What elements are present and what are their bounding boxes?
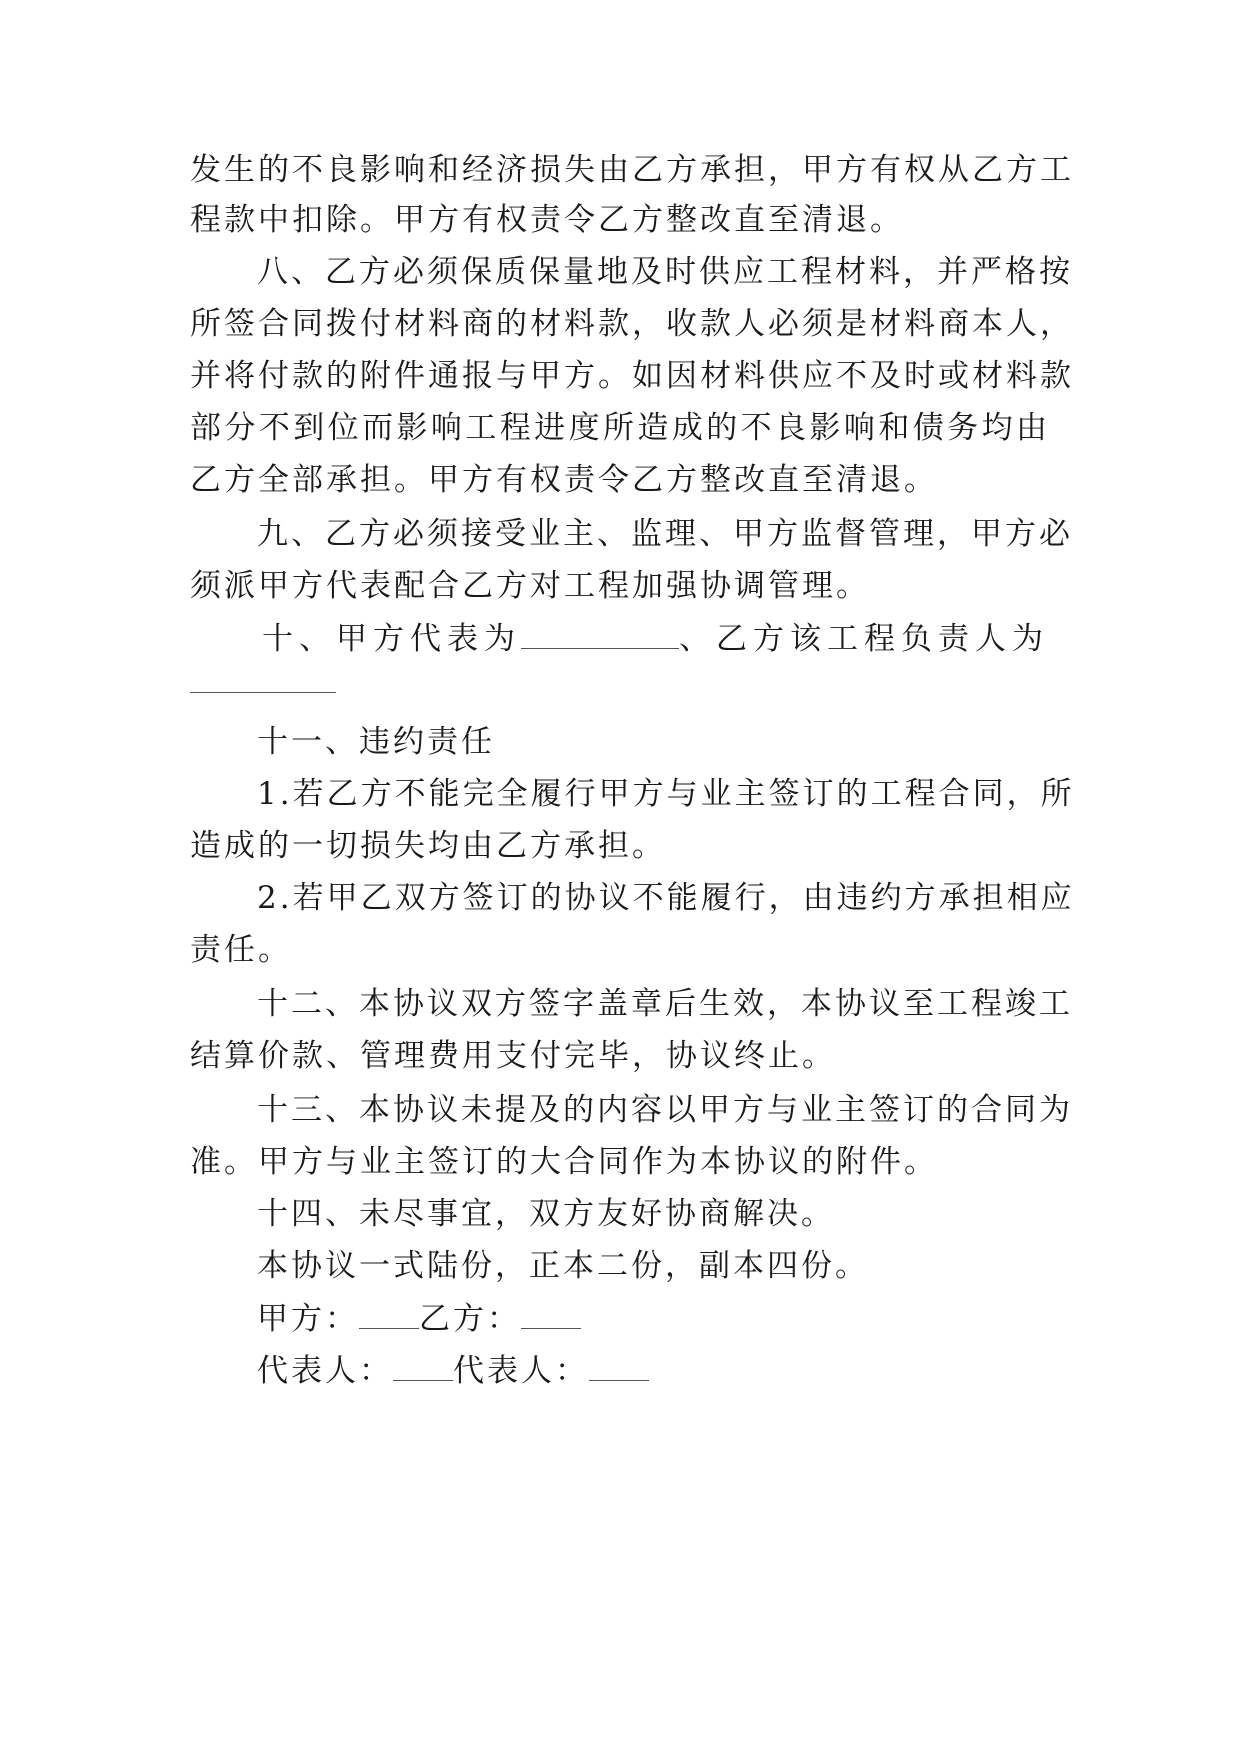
party-a-blank (359, 1298, 419, 1329)
paragraph-line: 发生的不良影响和经济损失由乙方承担，甲方有权从乙方工 (190, 152, 1074, 188)
paragraph-line: 结算价款、管理费用支付完毕，协议终止。 (190, 1038, 836, 1074)
paragraph-line: 并将付款的附件通报与甲方。如因材料供应不及时或材料款 (190, 358, 1074, 394)
item-1-line: 1.若乙方不能完全履行甲方与业主签订的工程合同，所 (257, 776, 1075, 812)
rep-a-label: 代表人： (257, 1353, 393, 1389)
clause-13-line: 十三、本协议未提及的内容以甲方与业主签订的合同为 (257, 1092, 1073, 1128)
rep-b-label: 代表人： (453, 1353, 589, 1389)
rep-blank-a (521, 618, 679, 649)
rep-label-a: 十、甲方代表为 (262, 621, 521, 657)
paragraph-line: 乙方全部承担。甲方有权责令乙方整改直至清退。 (190, 462, 938, 498)
paragraph-line: 责任。 (190, 932, 292, 968)
paragraph-line: 造成的一切损失均由乙方承担。 (190, 828, 666, 864)
rep-blank-b (190, 662, 336, 693)
party-b-blank (521, 1298, 581, 1329)
copies-line: 本协议一式陆份，正本二份，副本四份。 (257, 1248, 869, 1284)
clause-10-continued (190, 662, 1050, 702)
clause-14-line: 十四、未尽事宜，双方友好协商解决。 (257, 1196, 835, 1232)
clause-11-heading: 十一、违约责任 (257, 724, 495, 760)
rep-b-blank (589, 1350, 649, 1381)
party-a-label: 甲方： (257, 1301, 359, 1337)
rep-label-b: 、乙方该工程负责人为 (679, 621, 1049, 657)
clause-9-line: 九、乙方必须接受业主、监理、甲方监督管理，甲方必 (257, 516, 1073, 552)
paragraph-line: 程款中扣除。甲方有权责令乙方整改直至清退。 (190, 202, 904, 238)
clause-8-line: 八、乙方必须保质保量地及时供应工程材料，并严格按 (257, 254, 1073, 290)
paragraph-line: 所签合同拨付材料商的材料款，收款人必须是材料商本人， (190, 306, 1074, 342)
paragraph-line: 准。甲方与业主签订的大合同作为本协议的附件。 (190, 1144, 938, 1180)
rep-a-blank (393, 1350, 453, 1381)
paragraph-line: 须派甲方代表配合乙方对工程加强协调管理。 (190, 568, 870, 604)
paragraph-line: 部分不到位而影响工程进度所造成的不良影响和债务均由 (190, 410, 1050, 446)
party-b-label: 乙方： (419, 1301, 521, 1337)
clause-10-line (262, 618, 1050, 658)
item-2-line: 2.若甲乙双方签订的协议不能履行，由违约方承担相应 (257, 880, 1075, 916)
representative-signature-line (257, 1350, 1050, 1390)
clause-12-line: 十二、本协议双方签字盖章后生效，本协议至工程竣工 (257, 986, 1073, 1022)
party-signature-line (257, 1298, 1050, 1338)
